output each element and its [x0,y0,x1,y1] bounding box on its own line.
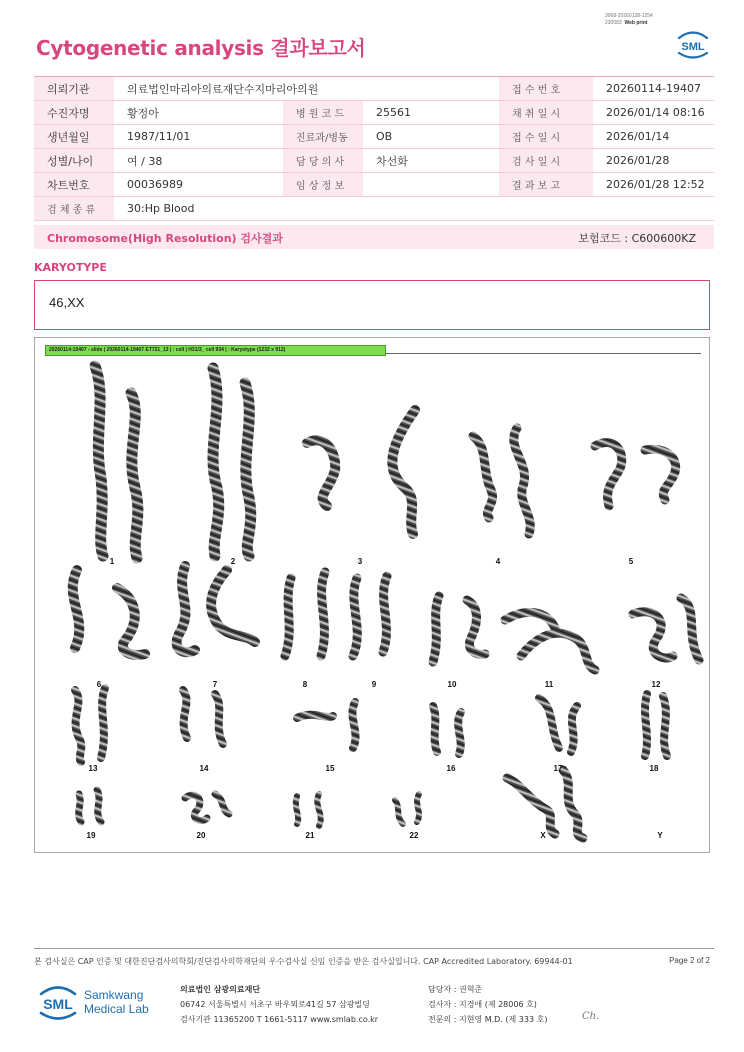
brand-name [84,988,149,1016]
footer-logo-text: SML [43,996,73,1012]
staff-in-charge: 담당자 : 권혁준 [428,985,483,994]
chromosome-shape [213,368,219,556]
staff-specialist: 전문의 : 지현영 M.D. (제 333 호) [428,1015,548,1024]
chromosome-shape [473,436,493,518]
patient-info-table [34,76,714,221]
info-v1: 의료법인마리아의료재단수지마리아의원 [114,77,499,101]
chromosome-label: 19 [86,831,96,840]
karyotype-result: 46,XX [49,295,85,310]
document-code-line2: 230083 [605,20,622,26]
info-l3: 채 취 일 시 [499,101,593,125]
chromosome-shape [505,612,555,628]
chromosome-shape [539,698,559,748]
chromosome-shape [97,790,101,822]
brand-line2: Medical Lab [84,1002,149,1016]
logo-text: SML [681,41,705,53]
foundation-name: 의료법인 삼광의료재단 [180,985,261,994]
chromosome-shape [458,712,461,754]
chromosome-shape [185,795,207,820]
chromosome-shape [321,572,325,656]
chromosome-shape [663,696,667,756]
document-code-line1: 3068-20260128-1254 [605,13,653,19]
footer-divider [34,948,714,949]
chromosome-label: 14 [199,764,209,773]
chromosome-shape [297,715,333,718]
chromosome-label: 11 [544,680,554,689]
info-l1: 생년월일 [34,125,114,149]
staff-tester: 검사자 : 지경애 (제 28006 호) [428,1000,537,1009]
chromosome-shape [117,588,145,655]
karyogram-caption: 20260114-19407 - slide | 20260114-19407 ET721_13 | : cell | H31/3_ cell 934 | : Karyotype (1232 x 912) [45,345,386,356]
section-title: Chromosome(High Resolution) 검사결과 [47,232,283,245]
chromosome-shape [211,570,255,642]
chromosome-label: 6 [96,680,102,689]
result-section-header [34,225,714,249]
chromosome-shape [417,794,419,822]
info-l2: 담 당 의 사 [283,149,363,173]
chromosome-shape [352,702,355,748]
chromosome-shape [563,770,583,838]
chromosome-shape [177,566,195,652]
chromosome-label: Y [657,831,663,840]
brand-line1: Samkwang [84,988,144,1002]
chromosome-label: X [540,831,546,840]
chromosome-shape [521,633,595,670]
chromosome-shape [383,576,387,652]
chromosome-shape [73,570,80,648]
specimen-row [34,197,714,221]
chromosome-shape [285,578,291,656]
page-number: Page 2 of 2 [669,956,710,965]
chromosome-shape [571,706,577,752]
chromosome-shape [633,612,673,658]
info-v1: 황정아 [114,101,283,125]
signature: Ch. [582,1011,600,1022]
info-v3: 2026/01/28 [593,149,714,173]
specimen-value: 30:Hp Blood [114,197,714,221]
sml-footer-logo-icon [36,980,80,1024]
chromosome-shape [307,440,335,506]
chromosome-shape [392,410,415,534]
chromosome-shape [353,578,357,656]
chromosome-shape [645,694,647,756]
web-print-tag: Web print [624,20,648,26]
info-v2: 차선화 [363,149,499,173]
info-l1: 의뢰기관 [34,77,114,101]
info-l3: 결 과 보 고 [499,173,593,197]
accreditation-note: 본 검사실은 CAP 인증 및 대한진단검사의학회/진단검사의학재단의 우수검사실 신임 인증을 받은 검사실입니다. CAP Accredited Laboratory. 69944-01 [34,957,573,966]
chromosome-label: 21 [305,831,315,840]
chromosome-shape [79,794,81,822]
info-v1: 여 / 38 [114,149,283,173]
info-row [34,125,714,149]
chromosome-shape [467,600,485,654]
info-v3: 2026/01/14 08:16 [593,101,714,125]
chromosome-drawing [35,338,709,852]
chromosome-shape [317,794,320,826]
chromosome-label: 9 [371,680,377,689]
chromosome-shape [95,366,103,556]
info-l3: 접 수 일 시 [499,125,593,149]
info-l3: 검 사 일 시 [499,149,593,173]
info-row [34,149,714,173]
chromosome-label: 13 [88,764,98,773]
chromosome-label: 22 [409,831,419,840]
chromosome-label: 8 [302,680,308,689]
chromosome-shape [507,778,555,834]
staff-info [428,982,547,1027]
chromosome-shape [595,443,622,506]
karyogram-image [34,337,710,853]
info-l1: 차트번호 [34,173,114,197]
chromosome-shape [215,694,223,744]
info-v3: 2026/01/28 12:52 [593,173,714,197]
document-code [605,13,653,27]
chromosome-shape [183,690,187,738]
chromosome-label: 16 [446,764,456,773]
chromosome-shape [395,800,403,824]
insurance-code: 보험코드 : C600600KZ [578,232,696,245]
chromosome-shape [645,449,676,500]
info-v3: 20260114-19407 [593,77,714,101]
info-row [34,101,714,125]
chromosome-label: 10 [447,680,457,689]
chromosome-shape [215,794,229,814]
chromosome-label: 12 [651,680,661,689]
foundation-info [180,982,378,1027]
chromosome-shape [245,383,251,556]
info-v1: 00036989 [114,173,283,197]
chromosome-label: 3 [357,557,363,566]
report-title: Cytogenetic analysis 결과보고서 [36,36,366,60]
chromosome-shape [101,688,105,758]
karyotype-result-box [34,280,710,330]
chromosome-shape [433,706,437,752]
foundation-contact: 검사기관 11365200 T 1661-5117 www.smlab.co.kr [180,1015,379,1024]
karyotype-label: KARYOTYPE [34,261,107,274]
specimen-label: 검 체 종 류 [34,197,114,221]
chromosome-label: 5 [628,557,634,566]
chromosome-label: 15 [325,764,335,773]
info-l2: 병 원 코 드 [283,101,363,125]
info-v3: 2026/01/14 [593,125,714,149]
foundation-address: 06742 서울특별시 서초구 바우뫼로41길 57 삼광빌딩 [180,1000,370,1009]
chromosome-label: 1 [109,557,115,566]
info-row [34,173,714,197]
sml-logo-icon [674,26,712,62]
info-v2: 25561 [363,101,499,125]
chromosome-label: 20 [196,831,206,840]
chromosome-label: 17 [553,764,563,773]
info-v2 [363,173,499,197]
chromosome-label: 2 [230,557,236,566]
info-l2: 진료과/병동 [283,125,363,149]
chromosome-label: 4 [495,557,501,566]
info-row [34,77,714,101]
chromosome-label: 7 [212,680,218,689]
chromosome-shape [681,598,699,660]
chromosome-shape [433,596,439,662]
info-v1: 1987/11/01 [114,125,283,149]
info-l3: 접 수 번 호 [499,77,593,101]
chromosome-shape [514,428,530,534]
info-l1: 성별/나이 [34,149,114,173]
info-v2: OB [363,125,499,149]
info-l1: 수진자명 [34,101,114,125]
chromosome-shape [75,690,81,762]
info-l2: 임 상 정 보 [283,173,363,197]
chromosome-label: 18 [649,764,659,773]
chromosome-shape [296,796,298,824]
chromosome-shape [131,393,138,558]
